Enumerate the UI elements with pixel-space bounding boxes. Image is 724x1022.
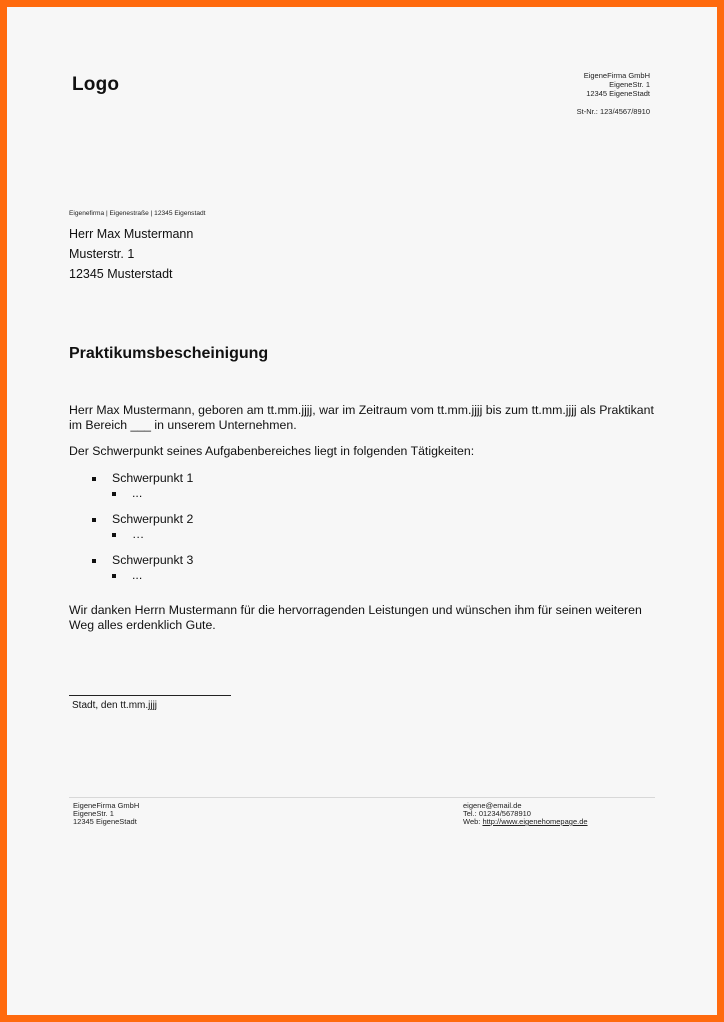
company-city: 12345 EigeneStadt [586,89,650,98]
footer-company-address [73,802,139,826]
footer-company-name: EigeneFirma GmbH [73,801,140,810]
recipient-name: Herr Max Mustermann [69,227,194,241]
footer-company-city: 12345 EigeneStadt [73,817,137,826]
sender-return-line: Eigenefirma | Eigenestraße | 12345 Eigenstadt [69,210,206,217]
sublist-item: ... [112,568,193,583]
closing-line-2: Weg alles erdenklich Gute. [69,617,216,632]
focus-sublist [112,527,193,542]
intro-paragraph [69,403,659,432]
closing-line-1: Wir danken Herrn Mustermann für die hervorragenden Leistungen und wünschen ihm für seinen weiteren [69,603,642,617]
focus-item-label: Schwerpunkt 3 [112,553,194,567]
focus-intro-paragraph: Der Schwerpunkt seines Aufgabenbereiches liegt in folgenden Tätigkeiten: [69,444,475,458]
footer-web [463,818,588,826]
intro-line-1: Herr Max Mustermann, geboren am tt.mm.jjjj, war im Zeitraum vom tt.mm.jjjj bis zum tt.mm.jjjj als Praktikant [69,403,654,417]
sublist-item: … [112,527,193,542]
footer-contact [463,802,588,826]
company-street: EigeneStr. 1 [609,80,650,89]
focus-item-label: Schwerpunkt 1 [112,471,194,485]
footer-company-street: EigeneStr. 1 [73,809,114,818]
intro-line-2: im Bereich ___ in unserem Unternehmen. [69,417,297,432]
company-logo: Logo [72,74,120,95]
recipient-street: Musterstr. 1 [69,247,135,261]
signature-place-date: Stadt, den tt.mm.jjjj [72,700,158,711]
focus-sublist [112,486,193,501]
footer-email: eigene@email.de [463,801,522,810]
list-item [92,471,193,500]
list-item [92,512,193,541]
company-name: EigeneFirma GmbH [583,71,650,80]
signature-line [69,695,231,696]
tax-number: St-Nr.: 123/4567/8910 [576,107,650,116]
document-page [7,7,717,1015]
footer-web-link[interactable]: http://www.eigenehomepage.de [482,817,588,826]
focus-item-label: Schwerpunkt 2 [112,512,194,526]
focus-sublist [112,568,193,583]
footer-divider [69,797,655,798]
footer-phone: Tel.: 01234/5678910 [463,809,531,818]
letter-subject: Praktikumsbescheinigung [69,345,269,362]
footer-web-label: Web: [463,817,481,826]
list-item [92,553,193,582]
focus-list [92,471,193,594]
recipient-address [69,224,193,284]
recipient-city: 12345 Musterstadt [69,267,173,281]
closing-paragraph [69,603,659,632]
sublist-item: ... [112,486,193,501]
company-address-header [577,71,650,116]
